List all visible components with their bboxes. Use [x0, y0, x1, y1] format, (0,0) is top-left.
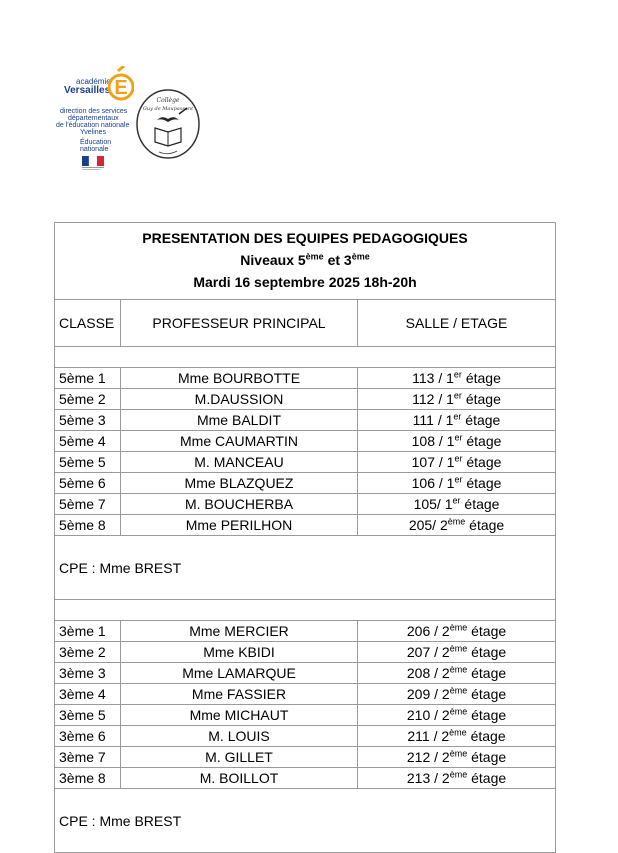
classe-cell: 3ème 4 [55, 684, 121, 705]
group-5eme [55, 368, 556, 600]
salle-number: 207 / 2 [406, 644, 450, 660]
professeur-cell: M. BOILLOT [121, 768, 358, 789]
salle-cell [358, 452, 556, 473]
etage-label: étage [462, 454, 502, 470]
logo-text-departementaux: départementaux [68, 115, 119, 122]
niveaux-sup-2: ème [351, 251, 370, 262]
logo-text-versailles: Versailles [64, 85, 111, 96]
etage-label: étage [465, 517, 505, 533]
professeur-cell: Mme CAUMARTIN [121, 431, 358, 452]
etage-label: étage [467, 644, 507, 660]
salle-number: 108 / 1 [411, 433, 455, 449]
professeur-cell: Mme PERILHON [121, 515, 358, 536]
equipes-pedagogiques-table [54, 222, 556, 853]
spacer-row [55, 600, 556, 621]
logo-text-education-nat: Éducation [80, 139, 112, 146]
table-row [55, 389, 556, 410]
etage-ordinal: ème [449, 706, 468, 717]
salle-number: 210 / 2 [406, 707, 450, 723]
salle-cell [358, 642, 556, 663]
table-row [55, 768, 556, 789]
column-header-salle: SALLE / ETAGE [358, 300, 556, 347]
salle-number: 208 / 2 [406, 665, 450, 681]
etage-label: étage [462, 475, 502, 491]
table-row [55, 663, 556, 684]
salle-cell [358, 726, 556, 747]
etage-ordinal: er [454, 432, 463, 443]
classe-cell: 3ème 2 [55, 642, 121, 663]
professeur-cell: Mme MERCIER [121, 621, 358, 642]
cpe-row [55, 536, 556, 600]
table-row [55, 410, 556, 431]
classe-cell: 3ème 1 [55, 621, 121, 642]
page-title: PRESENTATION DES EQUIPES PEDAGOGIQUES [142, 230, 468, 246]
etage-ordinal: ème [449, 622, 468, 633]
table-row [55, 684, 556, 705]
etage-label: étage [461, 370, 501, 386]
table-row [55, 494, 556, 515]
etage-ordinal: er [453, 390, 462, 401]
niveaux-prefix: Niveaux 5 [240, 252, 306, 268]
logo-text-nationale: nationale [80, 146, 109, 153]
etage-ordinal: ème [449, 769, 468, 780]
professeur-cell: Mme BLAZQUEZ [121, 473, 358, 494]
logo-text-yvelines: Yvelines [80, 129, 107, 136]
niveaux-line [59, 249, 551, 271]
academie-versailles-logo [56, 64, 136, 176]
etage-ordinal: ème [449, 727, 467, 738]
seal-top-text: Collège [156, 97, 180, 104]
etage-ordinal: er [453, 369, 462, 380]
salle-number: 112 / 1 [412, 391, 454, 407]
svg-text:E: E [114, 77, 128, 99]
table-row [55, 431, 556, 452]
etage-label: étage [460, 496, 500, 512]
date-line: Mardi 16 septembre 2025 18h-20h [193, 274, 417, 290]
etage-ordinal: er [453, 411, 462, 422]
table-row [55, 473, 556, 494]
french-flag-icon [82, 156, 104, 170]
salle-cell [358, 747, 556, 768]
table-row [55, 621, 556, 642]
cpe-row [55, 789, 556, 853]
group-3eme [55, 600, 556, 853]
table-row [55, 705, 556, 726]
salle-cell [358, 621, 556, 642]
professeur-cell: Mme FASSIER [121, 684, 358, 705]
professeur-cell: M. MANCEAU [121, 452, 358, 473]
classe-cell: 5ème 2 [55, 389, 121, 410]
professeur-cell: Mme BOURBOTTE [121, 368, 358, 389]
etage-label: étage [467, 665, 507, 681]
classe-cell: 3ème 6 [55, 726, 121, 747]
salle-number: 211 / 2 [407, 728, 450, 744]
table-row [55, 515, 556, 536]
classe-cell: 5ème 4 [55, 431, 121, 452]
etage-ordinal: ème [449, 685, 468, 696]
salle-number: 206 / 2 [406, 623, 450, 639]
etage-label: étage [467, 749, 507, 765]
classe-cell: 5ème 1 [55, 368, 121, 389]
table-row [55, 368, 556, 389]
salle-number: 111 / 1 [412, 412, 454, 428]
header-cell [55, 223, 556, 300]
classe-cell: 5ème 8 [55, 515, 121, 536]
classe-cell: 5ème 5 [55, 452, 121, 473]
professeur-cell: M. LOUIS [121, 726, 358, 747]
spacer-cell [55, 347, 556, 368]
logo-text-education: de l'éducation nationale [56, 122, 130, 129]
etage-label: étage [461, 412, 501, 428]
professeur-cell: M.DAUSSION [121, 389, 358, 410]
cpe-cell: CPE : Mme BREST [55, 789, 556, 853]
salle-cell [358, 389, 556, 410]
etage-label: étage [467, 686, 507, 702]
salle-cell [358, 431, 556, 452]
etage-ordinal: ème [447, 516, 466, 527]
professeur-cell: Mme LAMARQUE [121, 663, 358, 684]
professeur-cell: Mme MICHAUT [121, 705, 358, 726]
classe-cell: 5ème 7 [55, 494, 121, 515]
table-header-block [55, 223, 556, 300]
salle-cell [358, 663, 556, 684]
table-row [55, 747, 556, 768]
salle-number: 105/ 1 [413, 496, 453, 512]
salle-number: 212 / 2 [406, 749, 450, 765]
salle-number: 107 / 1 [411, 454, 455, 470]
salle-number: 209 / 2 [406, 686, 450, 702]
salle-cell [358, 368, 556, 389]
column-header-row [55, 300, 556, 347]
table-row [55, 726, 556, 747]
classe-cell: 3ème 3 [55, 663, 121, 684]
classe-cell: 3ème 8 [55, 768, 121, 789]
spacer-row [55, 347, 556, 368]
college-seal-logo [135, 88, 201, 160]
salle-cell [358, 473, 556, 494]
etage-label: étage [466, 728, 506, 744]
etage-label: étage [462, 433, 502, 449]
etage-label: étage [467, 770, 507, 786]
classe-cell: 5ème 6 [55, 473, 121, 494]
classe-cell: 3ème 7 [55, 747, 121, 768]
salle-number: 113 / 1 [412, 370, 454, 386]
niveaux-mid: et 3 [323, 252, 352, 268]
etage-label: étage [467, 707, 507, 723]
etage-ordinal: er [454, 474, 463, 485]
logo-text-academie: académie [76, 77, 111, 86]
logo-text-direction: direction des services [60, 108, 128, 115]
etage-label: étage [467, 623, 507, 639]
etage-ordinal: ème [449, 664, 468, 675]
professeur-cell: Mme BALDIT [121, 410, 358, 431]
classe-cell: 3ème 5 [55, 705, 121, 726]
professeur-cell: Mme KBIDI [121, 642, 358, 663]
salle-number: 205/ 2 [408, 517, 448, 533]
salle-cell [358, 410, 556, 431]
table-row [55, 642, 556, 663]
column-header-classe: CLASSE [55, 300, 121, 347]
professeur-cell: M. BOUCHERBA [121, 494, 358, 515]
salle-number: 213 / 2 [406, 770, 450, 786]
etage-ordinal: ème [449, 643, 468, 654]
salle-cell [358, 705, 556, 726]
professeur-cell: M. GILLET [121, 747, 358, 768]
etage-ordinal: er [452, 495, 461, 506]
table-row [55, 452, 556, 473]
etage-ordinal: er [454, 453, 463, 464]
etage-label: étage [461, 391, 501, 407]
seal-name-text: Guy de Maupassant [142, 106, 194, 112]
salle-cell [358, 515, 556, 536]
salle-number: 106 / 1 [411, 475, 455, 491]
cpe-cell: CPE : Mme BREST [55, 536, 556, 600]
column-header-professeur: PROFESSEUR PRINCIPAL [121, 300, 358, 347]
niveaux-sup-1: ème [305, 251, 324, 262]
spacer-cell [55, 600, 556, 621]
academie-e-icon [108, 66, 134, 102]
classe-cell: 5ème 3 [55, 410, 121, 431]
etage-ordinal: ème [449, 748, 468, 759]
salle-cell [358, 684, 556, 705]
salle-cell [358, 494, 556, 515]
salle-cell [358, 768, 556, 789]
